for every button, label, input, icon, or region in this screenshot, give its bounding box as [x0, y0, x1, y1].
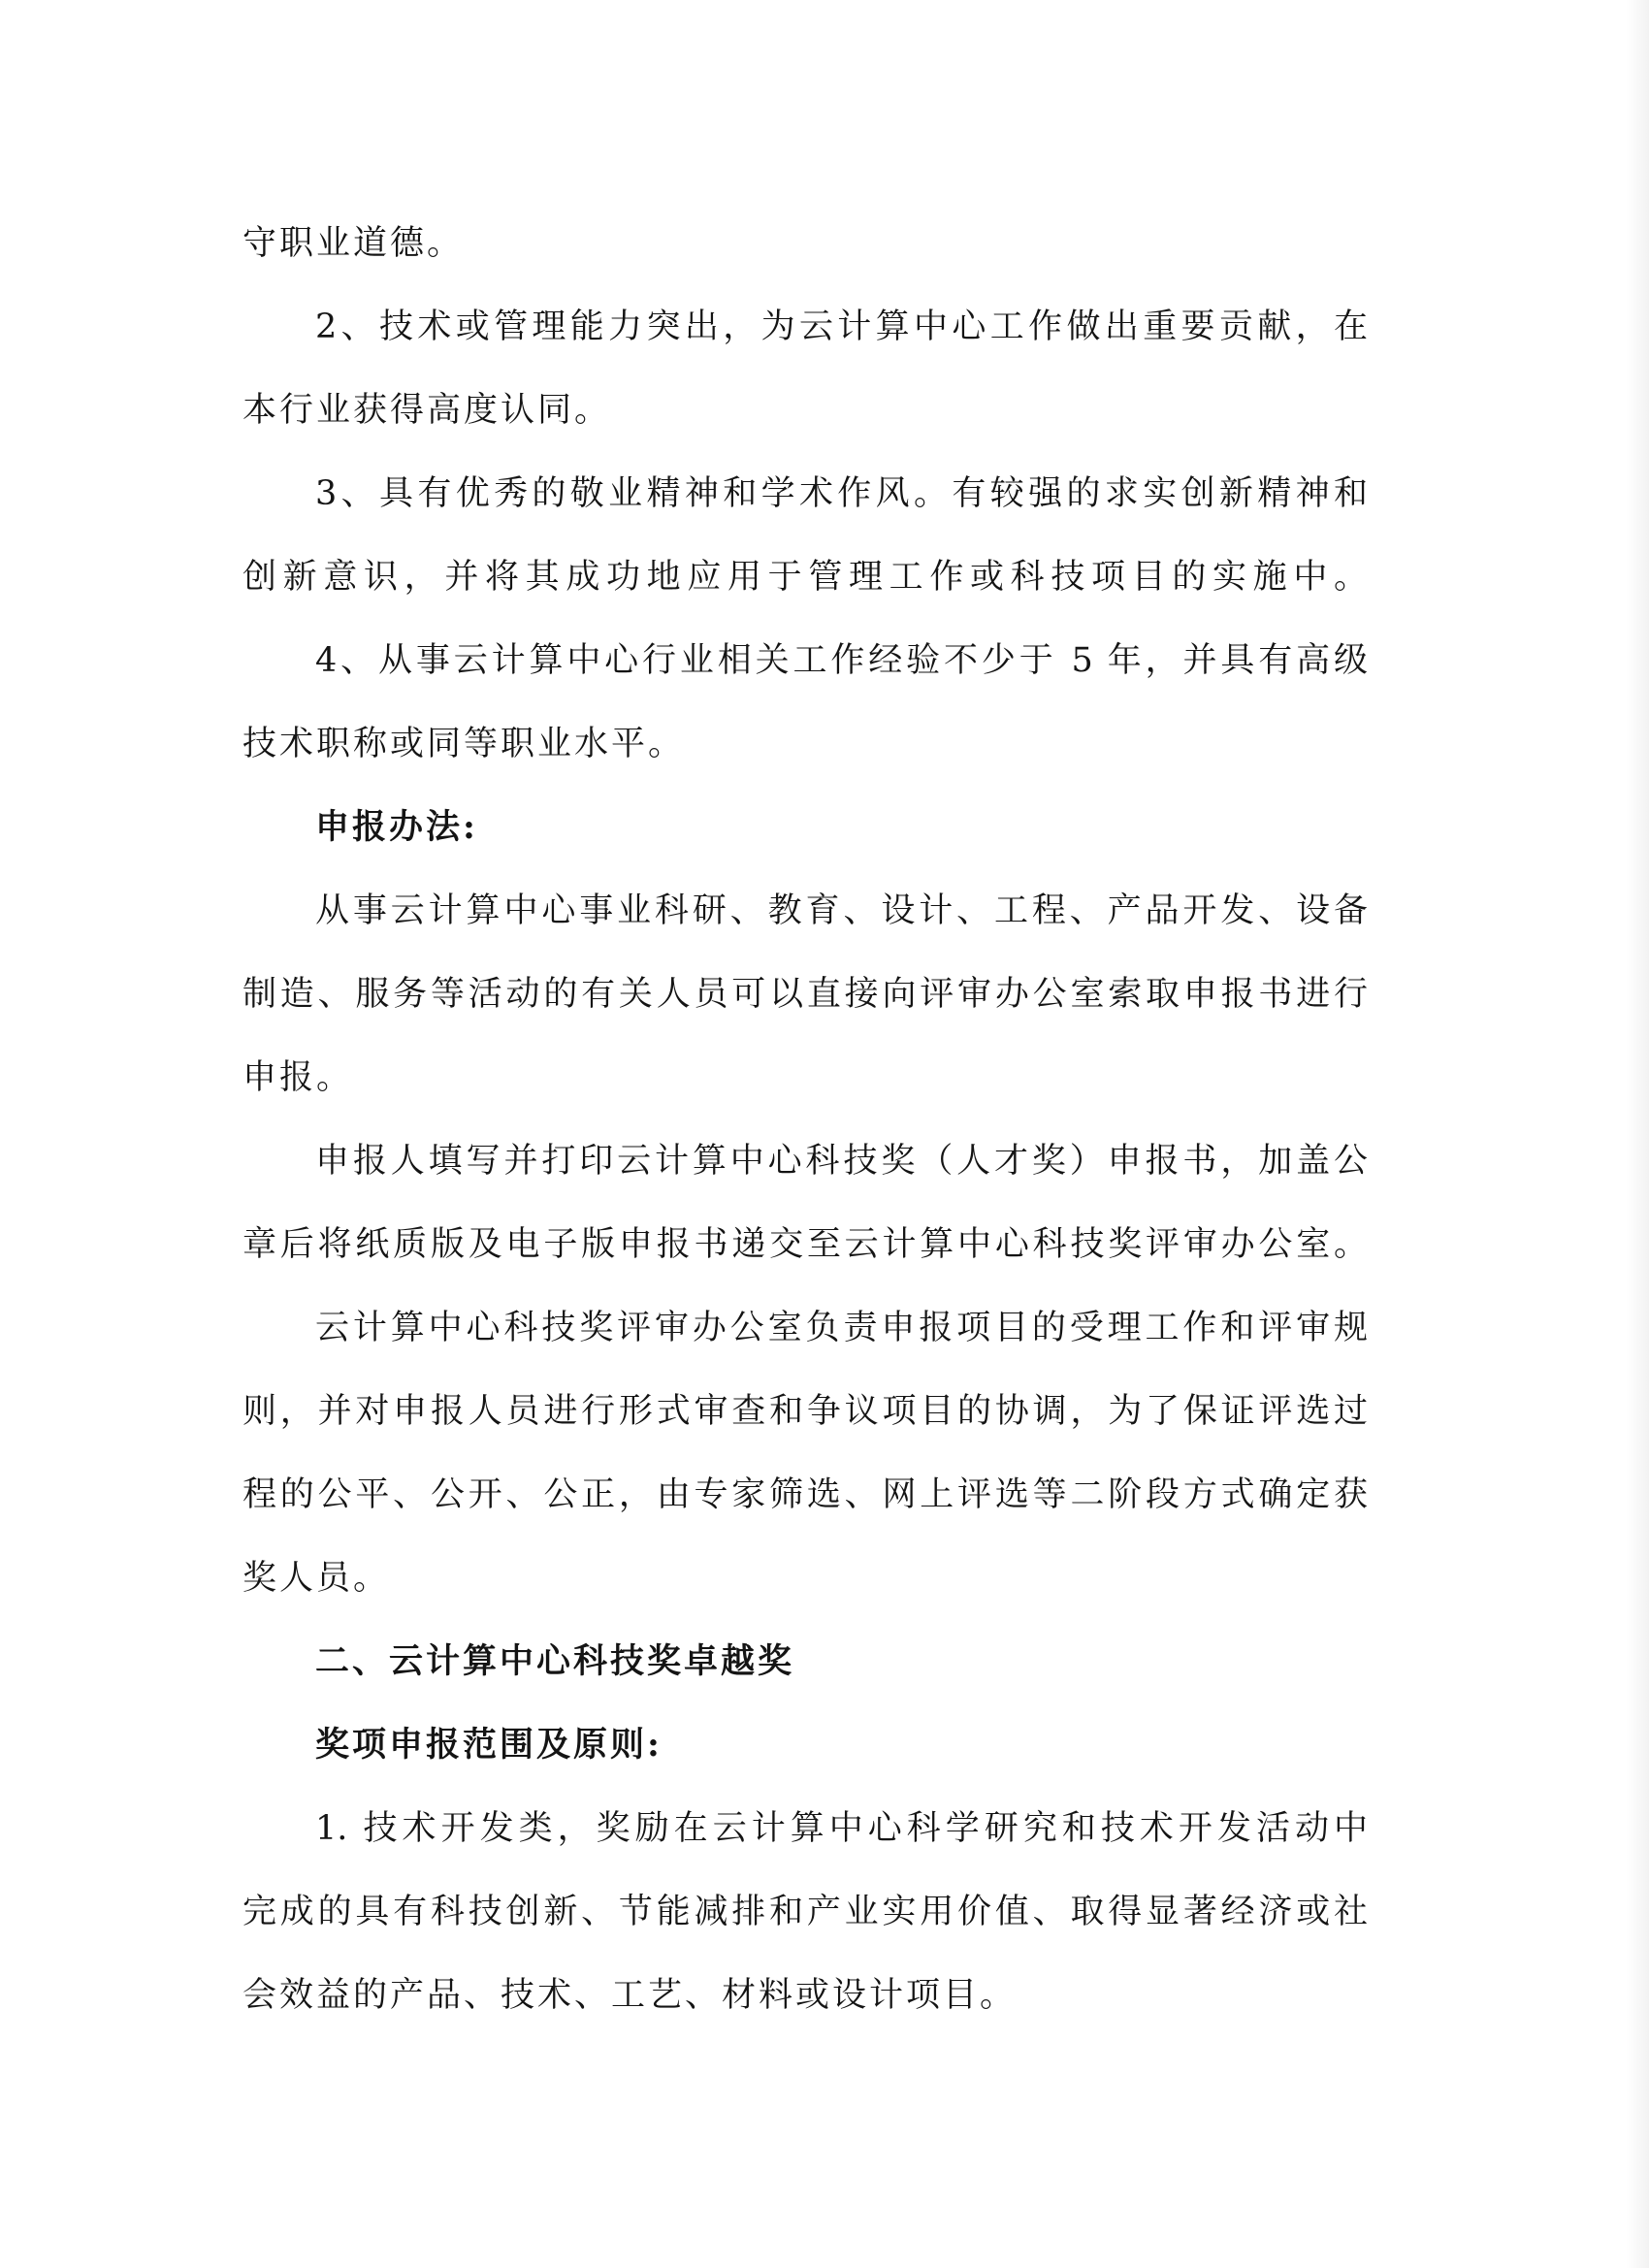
paragraph-line: 则，并对申报人员进行形式审查和争议项目的协调，为了保证评选过 — [242, 1392, 1368, 1431]
section-heading-excellence-award: 二、云计算中心科技奖卓越奖 — [315, 1641, 795, 1681]
paragraph-line: 会效益的产品、技术、工艺、材料或设计项目。 — [242, 1976, 1018, 2015]
paragraph-line: 从事云计算中心事业科研、教育、设计、工程、产品开发、设备 — [315, 891, 1368, 930]
paragraph-line: 奖人员。 — [242, 1559, 391, 1598]
scan-shadow — [1626, 0, 1649, 2268]
paragraph-line: 章后将纸质版及电子版申报书递交至云计算中心科技奖评审办公室。 — [242, 1225, 1368, 1264]
criterion-2: 2、技术或管理能力突出，为云计算中心工作做出重要贡献，在 — [315, 308, 1368, 346]
text-line: 守职业道德。 — [242, 224, 465, 263]
paragraph-line: 程的公平、公开、公正，由专家筛选、网上评选等二阶段方式确定获 — [242, 1475, 1368, 1514]
paragraph-line: 制造、服务等活动的有关人员可以直接向评审办公室索取申报书进行 — [242, 975, 1368, 1014]
paragraph-line: 申报。 — [242, 1058, 354, 1097]
paragraph-line: 云计算中心科技奖评审办公室负责申报项目的受理工作和评审规 — [315, 1309, 1368, 1347]
subheading-scope: 奖项申报范围及原则: — [315, 1725, 663, 1765]
paragraph-line: 1. 技术开发类，奖励在云计算中心科学研究和技术开发活动中 — [315, 1809, 1368, 1848]
text-line: 创新意识，并将其成功地应用于管理工作或科技项目的实施中。 — [242, 558, 1368, 597]
paragraph-line: 申报人填写并打印云计算中心科技奖（人才奖）申报书，加盖公 — [315, 1142, 1368, 1181]
text-line: 本行业获得高度认同。 — [242, 391, 612, 430]
text-line: 技术职称或同等职业水平。 — [242, 725, 686, 763]
paragraph-line: 完成的具有科技创新、节能减排和产业实用价值、取得显著经济或社 — [242, 1893, 1368, 1931]
section-heading-application: 申报办法: — [315, 807, 478, 847]
criterion-4: 4、从事云计算中心行业相关工作经验不少于 5 年，并具有高级 — [315, 641, 1368, 680]
criterion-3: 3、具有优秀的敬业精神和学术作风。有较强的求实创新精神和 — [315, 474, 1368, 513]
